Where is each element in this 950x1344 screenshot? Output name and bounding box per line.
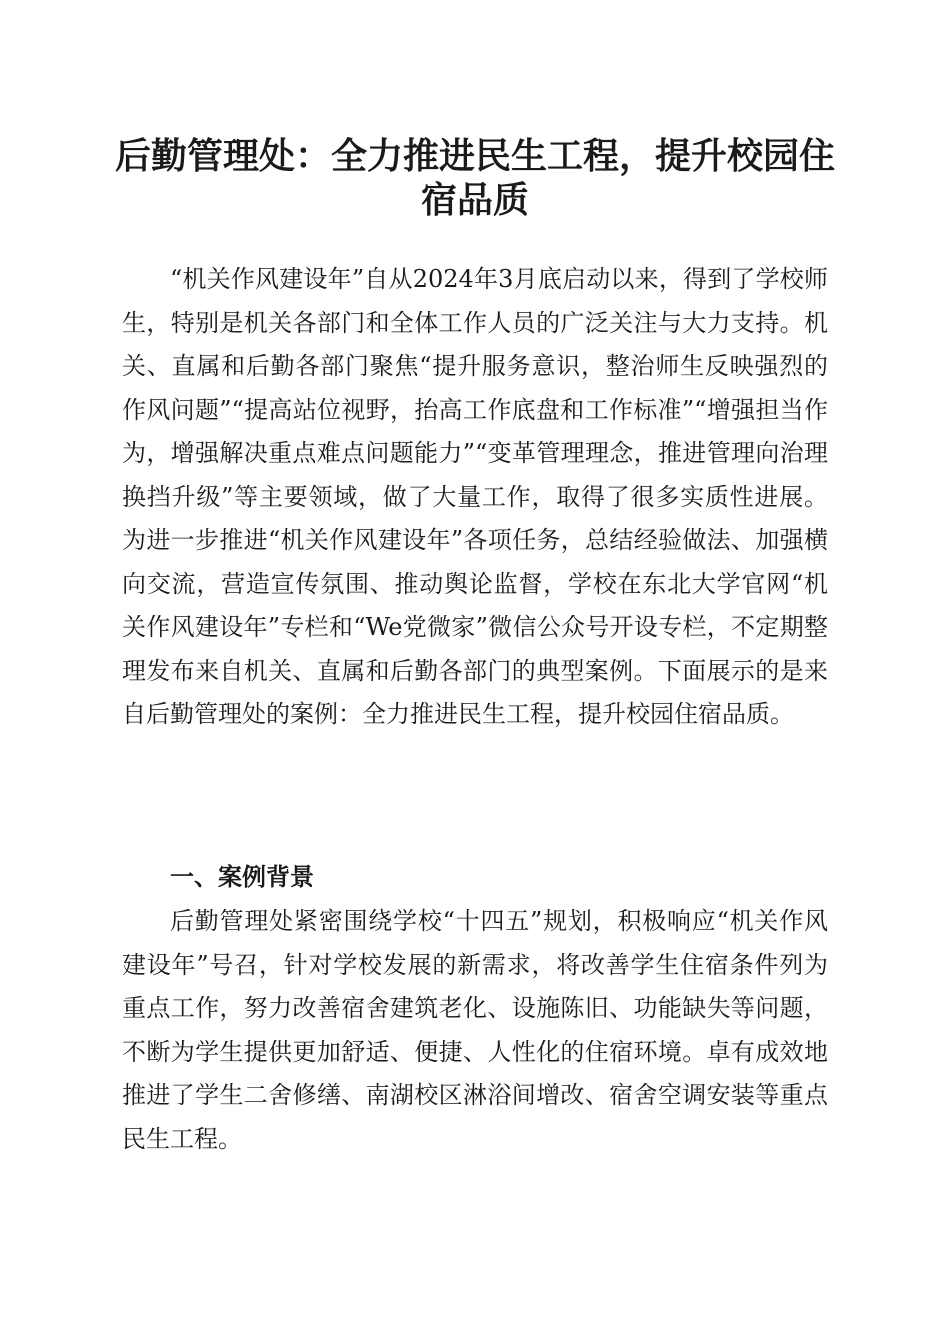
document-title: 后勤管理处：全力推进民生工程，提升校园住宿品质 [114,135,835,221]
intro-paragraph: “机关作风建设年”自从2024年3月底启动以来，得到了学校师生，特别是机关各部门和全体工作人员的广泛关注与大力支持。机关、直属和后勤各部门聚焦“提升服务意识，整治师生反映强烈的作风问题”“提高站位视野，抬高工作底盘和工作标准”“增强担当作为，增强解决重点难点问题能力”“变革管理理念，推进管理向治理换挡升级”等主要领域，做了大量工作，取得了很多实质性进展。为进一步推进“机关作风建设年”各项任务，总结经验做法、加强横向交流，营造宣传氛围、推动舆论监督，学校在东北大学官网“机关作风建设年”专栏和“We党微家”微信公众号开设专栏，不定期整理发布来自机关、直属和后勤各部门的典型案例。下面展示的是来自后勤管理处的案例：全力推进民生工程，提升校园住宿品质。 [122,265,828,728]
section-heading: 一、案例背景 [170,863,314,891]
background-paragraph: 后勤管理处紧密围绕学校“十四五”规划，积极响应“机关作风建设年”号召，针对学校发展的新需求，将改善学生住宿条件列为重点工作，努力改善宿舍建筑老化、设施陈旧、功能缺失等问题，不断为学生提供更加舒适、便捷、人性化的住宿环境。卓有成效地推进了学生二舍修缮、南湖校区淋浴间增改、宿舍空调安装等重点民生工程。 [122,907,828,1153]
